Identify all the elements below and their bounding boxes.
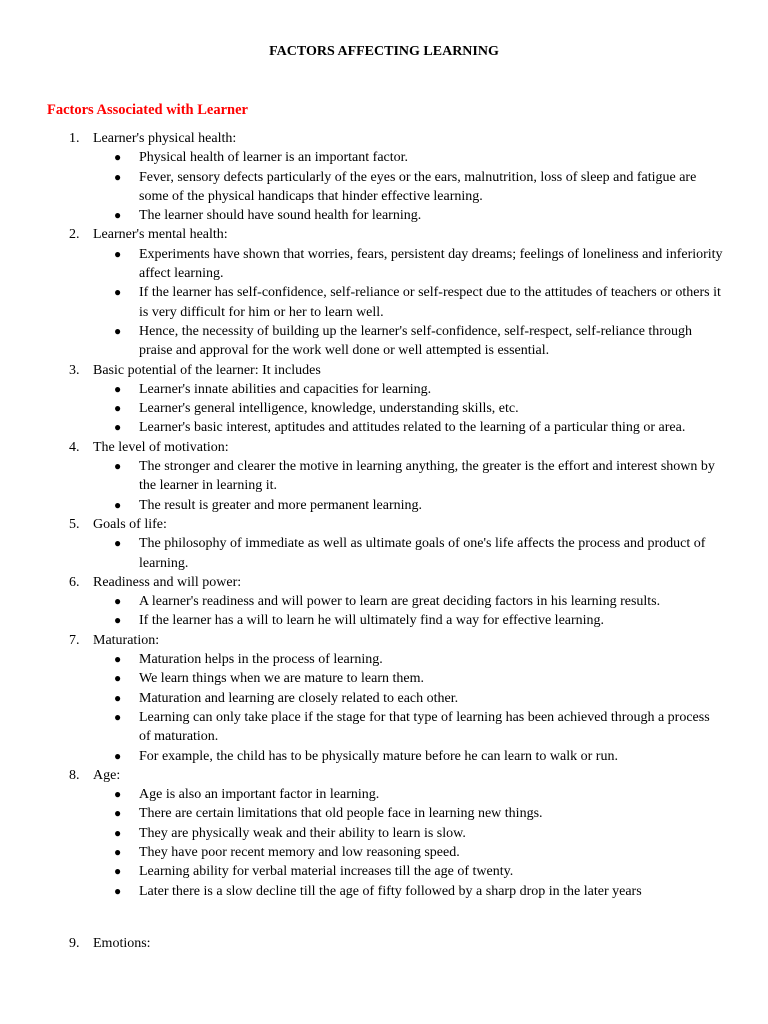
bullet-item (93, 283, 724, 322)
factor-label: Learner's mental health: (93, 227, 228, 243)
bullet-icon: ● (114, 806, 122, 821)
bullet-item (93, 689, 724, 708)
factor-label: Maturation: (93, 632, 160, 648)
factor-item (0, 361, 768, 438)
factor-item (0, 573, 768, 631)
bullet-icon: ● (114, 459, 122, 474)
bullet-icon: ● (114, 844, 122, 859)
bullet-icon: ● (114, 246, 122, 261)
factor-label: Age: (93, 767, 121, 783)
bullet-text: Experiments have shown that worries, fears, persistent day dreams; feelings of loneliness and inferiority affect learning. (139, 246, 723, 282)
bullet-text: Maturation and learning are closely related to each other. (139, 690, 459, 706)
factor-number: 3. (69, 362, 80, 378)
bullet-item (93, 168, 724, 207)
factor-label: Goals of life: (93, 516, 167, 532)
bullet-text: A learner's readiness and will power to learn are great deciding factors in his learning results. (139, 594, 661, 610)
bullet-item (93, 399, 724, 418)
factor-number: 8. (69, 767, 80, 783)
factor-number: 4. (69, 439, 80, 455)
bullet-list (93, 785, 768, 901)
bullet-item (93, 322, 724, 361)
bullet-item (93, 148, 724, 167)
bullet-text: They have poor recent memory and low reasoning speed. (139, 844, 460, 860)
bullet-icon: ● (114, 381, 122, 396)
factor-item (0, 225, 768, 360)
bullet-text: Age is also an important factor in learning. (139, 787, 380, 803)
factor-number: 2. (69, 227, 80, 243)
bullet-item (93, 843, 724, 862)
bullet-icon: ● (114, 690, 122, 705)
bullet-icon: ● (114, 671, 122, 686)
bullet-text: There are certain limitations that old people face in learning new things. (139, 806, 543, 822)
bullet-icon: ● (114, 748, 122, 763)
factor-label: Emotions: (93, 935, 151, 951)
bullet-text: Learner's general intelligence, knowledge, understanding skills, etc. (139, 401, 519, 417)
factor-label: The level of motivation: (93, 439, 229, 455)
bullet-icon: ● (114, 536, 122, 551)
bullet-list (93, 650, 768, 766)
bullet-icon: ● (114, 787, 122, 802)
bullet-icon: ● (114, 709, 122, 724)
factor-item (0, 438, 768, 515)
bullet-item (93, 592, 724, 611)
factor-label: Learner's physical health: (93, 131, 237, 146)
factor-item (0, 934, 768, 953)
bullet-list (93, 457, 768, 515)
bullet-item (93, 611, 724, 630)
bullet-list (93, 148, 768, 225)
bullet-text: Later there is a slow decline till the age of fifty followed by a sharp drop in the later years (139, 883, 642, 899)
bullet-text: They are physically weak and their ability to learn is slow. (139, 825, 466, 841)
bullet-icon: ● (114, 208, 122, 223)
bullet-icon: ● (114, 594, 122, 609)
bullet-text: Learner's innate abilities and capacities for learning. (139, 381, 432, 397)
factor-number: 7. (69, 632, 80, 648)
factor-number: 5. (69, 516, 80, 532)
bullet-text: The stronger and clearer the motive in learning anything, the greater is the effort and interest shown by the learner in learning it. (139, 459, 715, 494)
bullet-icon: ● (114, 323, 122, 338)
factor-item (0, 129, 768, 225)
bullet-item (93, 418, 724, 437)
bullet-item (93, 785, 724, 804)
bullet-text: Hence, the necessity of building up the learner's self-confidence, self-respect, self-reliance through praise and approval for the work well done or well attempted is essential. (139, 323, 692, 359)
bullet-item (93, 882, 724, 901)
bullet-icon: ● (114, 169, 122, 184)
bullet-item (93, 804, 724, 823)
bullet-icon: ● (114, 652, 122, 667)
bullet-icon: ● (114, 864, 122, 879)
bullet-text: For example, the child has to be physically mature before he can learn to walk or run. (139, 748, 618, 764)
bullet-item (93, 534, 724, 573)
document-title: FACTORS AFFECTING LEARNING (269, 44, 499, 59)
bullet-item (93, 496, 724, 515)
bullet-item (93, 650, 724, 669)
bullet-item (93, 747, 724, 766)
bullet-item (93, 206, 724, 225)
bullet-text: If the learner has a will to learn he will ultimately find a way for effective learning. (139, 613, 605, 629)
bullet-text: Learner's basic interest, aptitudes and attitudes related to the learning of a particular thing or area. (139, 420, 686, 436)
bullet-icon: ● (114, 497, 122, 512)
bullet-text: Physical health of learner is an important factor. (139, 150, 409, 166)
bullet-icon: ● (114, 285, 122, 300)
factors-list (0, 129, 768, 953)
list-spacer (0, 901, 768, 934)
bullet-item (93, 708, 724, 747)
bullet-item (93, 669, 724, 688)
bullet-item (93, 245, 724, 284)
bullet-text: The result is greater and more permanent learning. (139, 497, 422, 513)
bullet-item (93, 380, 724, 399)
bullet-item (93, 824, 724, 843)
bullet-icon: ● (114, 613, 122, 628)
bullet-icon: ● (114, 825, 122, 840)
bullet-text: We learn things when we are mature to learn them. (139, 671, 424, 687)
bullet-list (93, 534, 768, 573)
factor-number: 6. (69, 574, 80, 590)
bullet-list (93, 380, 768, 438)
bullet-text: Maturation helps in the process of learning. (139, 652, 383, 668)
bullet-list (93, 245, 768, 361)
bullet-icon: ● (114, 401, 122, 416)
bullet-list (93, 592, 768, 631)
factor-number: 1. (69, 131, 80, 146)
factor-item (0, 631, 768, 766)
bullet-icon: ● (114, 150, 122, 165)
bullet-text: The learner should have sound health for learning. (139, 208, 422, 224)
bullet-icon: ● (114, 420, 122, 435)
factor-label: Basic potential of the learner: It includes (93, 362, 321, 378)
bullet-text: Learning ability for verbal material increases till the age of twenty. (139, 864, 514, 880)
factor-item (0, 515, 768, 573)
factor-item (0, 766, 768, 901)
document-body (0, 129, 768, 953)
bullet-text: If the learner has self-confidence, self-reliance or self-respect due to the attitudes of teachers or others it is very difficult for him or her to learn well. (139, 285, 721, 320)
bullet-item (93, 457, 724, 496)
bullet-item (93, 862, 724, 881)
bullet-text: Learning can only take place if the stage for that type of learning has been achieved through a process of maturation. (139, 709, 710, 745)
factor-label: Readiness and will power: (93, 574, 242, 590)
bullet-icon: ● (114, 883, 122, 898)
factor-number: 9. (69, 935, 80, 951)
bullet-text: The philosophy of immediate as well as ultimate goals of one's life affects the process and product of learning. (139, 536, 706, 571)
bullet-text: Fever, sensory defects particularly of the eyes or the ears, malnutrition, loss of sleep and fatigue are some of the physical handicaps that hinder effective learning. (139, 169, 697, 204)
section-heading: Factors Associated with Learner (47, 102, 248, 118)
